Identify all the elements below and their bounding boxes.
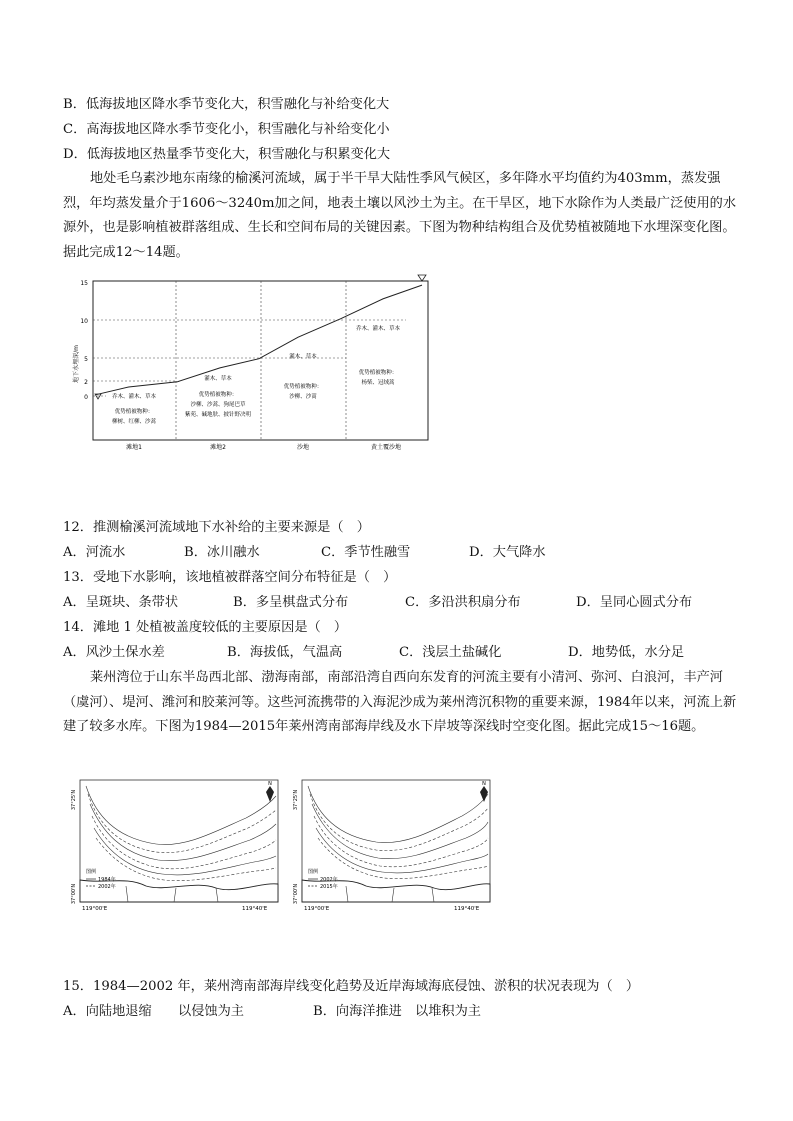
zone3-species: 灌木、草本 [289,354,317,360]
chart-ylabel: 地下水埋深/m [73,345,80,383]
q14-option-b[interactable]: B．海拔低，气温高 [227,645,343,660]
zone1-dominant: 柳树、红柳、沙蒿 [111,419,157,425]
option-c-prev: C．高海拔地区降水季节变化小，积雪融化与补给变化小 [63,122,390,137]
water-level-left-icon [95,394,101,399]
groundwater-vegetation-chart [66,272,436,454]
passage-laizhou-bay: 莱州湾位于山东半岛西北部、渤海南部，南部沿湾自西向东发育的河流主要有小清河、弥河、白浪河，丰产河（虞河）、堤河、潍河和胶莱河等。这些河流携带的入海泥沙成为莱州湾沉积物的重要来源，1984年以来，河流上新建了较多水库。下图为1984—2015年莱州湾南部海岸线及水下岸坡等深线时空变化图。据此完成15～16题。 [63,670,737,734]
map1-legend-b: 2002年 [98,884,116,890]
zone3-name: 沙地 [296,444,310,451]
q12-option-b[interactable]: B．冰川融水 [184,545,260,560]
map2-lon-left: 119°00'E [304,906,330,912]
q13-option-c[interactable]: C．多沿洪积扇分布 [405,595,521,610]
zone4-dominant: 杨柴、冠绒蒿 [361,380,395,386]
groundwater-depth-line [96,285,422,395]
q13-option-b[interactable]: B．多呈棋盘式分布 [233,595,349,610]
q14-option-a[interactable]: A．风沙土保水差 [63,645,165,660]
laizhou-bay-map-2002-2015 [290,776,496,918]
map2-lat-top: 37°25'N [293,789,299,811]
map2-north: N [482,781,486,787]
y-tick-15: 15 [80,280,88,287]
q14-option-d[interactable]: D．地势低，水分足 [568,645,685,660]
zone2-name: 滩地2 [210,444,226,451]
map2-legend-a: 2002年 [320,877,338,883]
q13-option-d[interactable]: D．呈同心圆式分布 [576,595,693,610]
y-tick-2: 2 [84,379,88,386]
map2-legend-title: 图例 [308,869,319,875]
q15-stem: 15．1984—2002 年，莱州湾南部海岸线变化趋势及近岸海域海底侵蚀、淤积的状况表现为（ ） [63,979,640,994]
zone1-species: 乔木、灌木、草本 [111,394,157,400]
q12-option-c[interactable]: C．季节性融雪 [321,545,411,560]
zone2-species: 灌木、草本 [204,376,232,382]
water-level-right-icon [418,275,426,281]
map2-lon-right: 119°40'E [454,906,480,912]
option-d-prev: D．低海拔地区热量季节变化大，积雪融化与积累变化大 [63,147,391,162]
map1-north: N [268,781,272,787]
q15-option-b[interactable]: B．向海洋推进 以堆积为主 [313,1004,481,1019]
map1-lon-left: 119°00'E [82,906,108,912]
q13-stem: 13．受地下水影响，该地植被群落空间分布特征是（ ） [63,570,397,585]
zone3-dominant: 沙柳、沙蒿 [289,394,317,400]
zone4-species: 乔木、灌木、草本 [355,326,401,332]
map1-lat-top: 37°25'N [71,789,77,811]
q12-option-a[interactable]: A．河流水 [63,545,126,560]
q12-option-d[interactable]: D．大气降水 [469,545,546,560]
passage-yuxi-river: 地处毛乌素沙地东南缘的榆溪河流域，属于半干旱大陆性季风气候区，多年降水平均值约为403mm，蒸发强烈，年均蒸发量介于1606～3240m加之间，地表土壤以风沙土为主。在干旱区，地下水除作为人类最广泛使用的水源外，也是影响植被群落组成、生长和空间布局的关键因素。下图为物种结构组合及优势植被随地下水埋深变化图。据此完成12～14题。 [63,171,737,260]
q15-option-a[interactable]: A．向陆地退缩 以侵蚀为主 [63,1004,244,1019]
q13-option-a[interactable]: A．呈斑块、条带状 [63,595,179,610]
y-tick-0: 0 [84,394,88,401]
zone2-dominant-title: 优势植被物种： [198,392,238,398]
map2-legend-b: 2015年 [320,884,338,890]
map1-legend-title: 图例 [86,869,97,875]
y-tick-10: 10 [80,318,88,325]
q12-stem: 12．推测榆溪河流域地下水补给的主要来源是（ ） [63,520,370,535]
zone2-dominant: 沙柳、沙蒿、狗尾巴草 [190,402,246,408]
laizhou-bay-map-1984-2002 [66,776,288,918]
map2-lat-bottom: 37°00'N [293,883,299,905]
map1-lon-right: 119°40'E [242,906,268,912]
zone1-dominant-title: 优势植被物种： [114,409,154,415]
map1-legend-a: 1984年 [98,877,116,883]
option-b-prev: B．低海拔地区降水季节变化大，积雪融化与补给变化大 [63,97,390,112]
map1-lat-bottom: 37°00'N [71,883,77,905]
zone1-name: 滩地1 [126,444,142,451]
zone2-dominant-2: 紫苑、碱地肤、披针野决明 [184,412,252,418]
zone3-dominant-title: 优势植被物种： [283,384,323,390]
q14-option-c[interactable]: C．浅层土盐碱化 [399,645,502,660]
y-tick-5: 5 [84,356,88,363]
q14-stem: 14．滩地 1 处植被盖度较低的主要原因是（ ） [63,620,348,635]
zone4-dominant-title: 优势植被物种： [358,370,398,376]
zone4-name: 黄土覆沙地 [370,444,402,451]
